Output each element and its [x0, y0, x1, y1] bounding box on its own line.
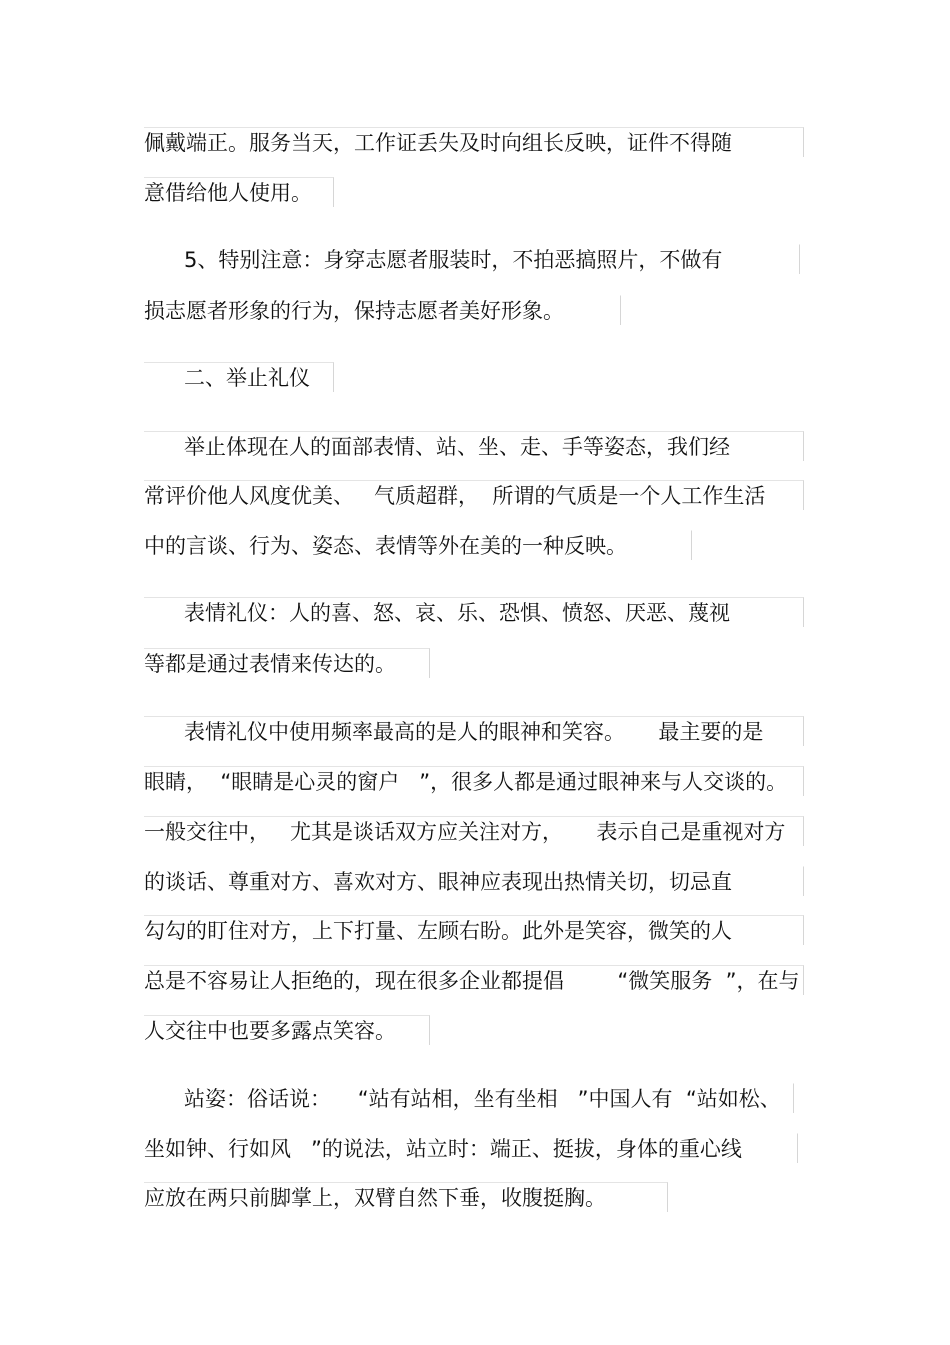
text-line: 眼睛， “眼睛是心灵的窗户 ”，很多人都是通过眼神来与人交谈的。: [144, 766, 804, 796]
section-heading: 二、举止礼仪: [144, 362, 334, 392]
text-line: 勾勾的盯住对方，上下打量、左顾右盼。此外是笑容，微笑的人: [144, 915, 804, 945]
text-line: 常评价他人风度优美、 气质超群， 所谓的气质是一个人工作生活: [144, 480, 804, 510]
text-line: 中的言谈、行为、姿态、表情等外在美的一种反映。: [144, 530, 692, 560]
text-line: 等都是通过表情来传达的。: [144, 648, 430, 678]
text-line: 损志愿者形象的行为，保持志愿者美好形象。: [144, 295, 621, 325]
text-line: 表情礼仪：人的喜、怒、哀、乐、恐惧、愤怒、厌恶、蔑视: [144, 597, 804, 627]
text-line: 总是不容易让人拒绝的，现在很多企业都提倡 “微笑服务 ”，在与: [144, 965, 804, 995]
text-line: 佩戴端正。服务当天，工作证丢失及时向组长反映，证件不得随: [144, 127, 804, 157]
text-line: 坐如钟、行如风 ”的说法，站立时：端正、挺拔，身体的重心线: [144, 1133, 798, 1163]
text-line: 意借给他人使用。: [144, 177, 334, 207]
text-line: 站姿：俗话说： “站有站相，坐有坐相 ”中国人有 “站如松、: [144, 1083, 794, 1113]
text-line: 的谈话、尊重对方、喜欢对方、眼神应表现出热情关切，切忌直: [144, 866, 804, 896]
text-line: 5、特别注意：身穿志愿者服装时，不拍恶搞照片，不做有: [144, 244, 800, 274]
text-line: 表情礼仪中使用频率最高的是人的眼神和笑容。 最主要的是: [144, 716, 804, 746]
text-line: 举止体现在人的面部表情、站、坐、走、手等姿态，我们经: [144, 431, 804, 461]
text-line: 应放在两只前脚掌上，双臂自然下垂，收腹挺胸。: [144, 1182, 668, 1212]
text-line: 人交往中也要多露点笑容。: [144, 1015, 430, 1045]
text-line: 一般交往中， 尤其是谈话双方应关注对方， 表示自己是重视对方: [144, 816, 804, 846]
